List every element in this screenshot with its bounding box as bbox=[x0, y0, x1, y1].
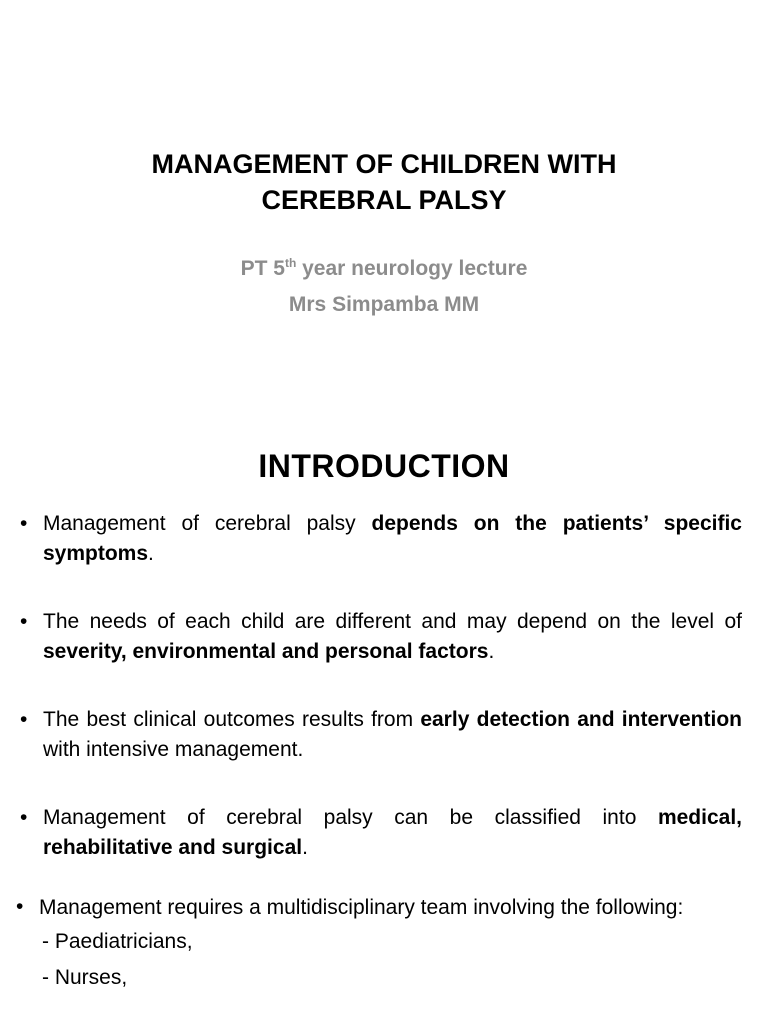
bullet-text-plain: The needs of each child are different and may depend on the level of bbox=[43, 610, 742, 633]
bullet-text-end: . bbox=[488, 640, 495, 663]
bullet-item bbox=[20, 509, 742, 569]
list-item: - Paediatricians, bbox=[42, 930, 193, 953]
bullet-marker: • bbox=[20, 610, 28, 633]
bullet-text-plain: Management of cerebral palsy bbox=[43, 512, 372, 535]
team-list bbox=[42, 924, 742, 996]
slide-subtitle bbox=[60, 251, 708, 323]
bullet-text-end: with intensive management. bbox=[43, 738, 304, 761]
list-item: - Nurses, bbox=[42, 966, 128, 989]
section-heading: INTRODUCTION bbox=[258, 448, 510, 484]
bullet-text bbox=[43, 803, 742, 863]
bullet-text-bold: severity, environmental and personal factors bbox=[43, 640, 489, 663]
bullet-marker: • bbox=[20, 806, 28, 829]
bullet-text-plain: The best clinical outcomes results from bbox=[43, 708, 421, 731]
bullet-item bbox=[20, 607, 742, 667]
bullet-text-plain: Management of cerebral palsy can be classified into bbox=[43, 806, 658, 829]
bullet-marker: • bbox=[20, 708, 28, 731]
bullet-text-bold: early detection and intervention bbox=[420, 708, 742, 731]
bullet-text-end: . bbox=[302, 836, 308, 859]
bullet-item bbox=[16, 892, 742, 996]
course-line bbox=[60, 251, 708, 287]
course-prefix: PT 5 bbox=[240, 257, 285, 280]
bullet-text bbox=[39, 892, 742, 924]
bullet-text bbox=[43, 607, 742, 667]
title-line-2: CEREBRAL PALSY bbox=[261, 185, 507, 215]
course-suffix: year neurology lecture bbox=[296, 257, 528, 280]
title-line-1: MANAGEMENT OF CHILDREN WITH bbox=[151, 149, 617, 179]
bullet-text-bold: depends on the patients’ specific symptoms bbox=[43, 512, 742, 565]
slide-title bbox=[60, 146, 708, 218]
bullet-item bbox=[20, 705, 742, 765]
course-superscript: th bbox=[284, 256, 297, 270]
bullet-text bbox=[43, 509, 742, 569]
bullet-marker: • bbox=[20, 512, 28, 535]
bullet-text-plain: Management requires a multidisciplinary team involving the following: bbox=[39, 896, 684, 919]
bullet-item bbox=[20, 803, 742, 863]
lecturer-name: Mrs Simpamba MM bbox=[288, 293, 480, 316]
bullet-marker: • bbox=[16, 895, 24, 918]
bullet-text-end: . bbox=[148, 542, 154, 565]
bullet-text-bold: medical, rehabilitative and surgical bbox=[43, 806, 742, 859]
bullet-text bbox=[43, 705, 742, 765]
